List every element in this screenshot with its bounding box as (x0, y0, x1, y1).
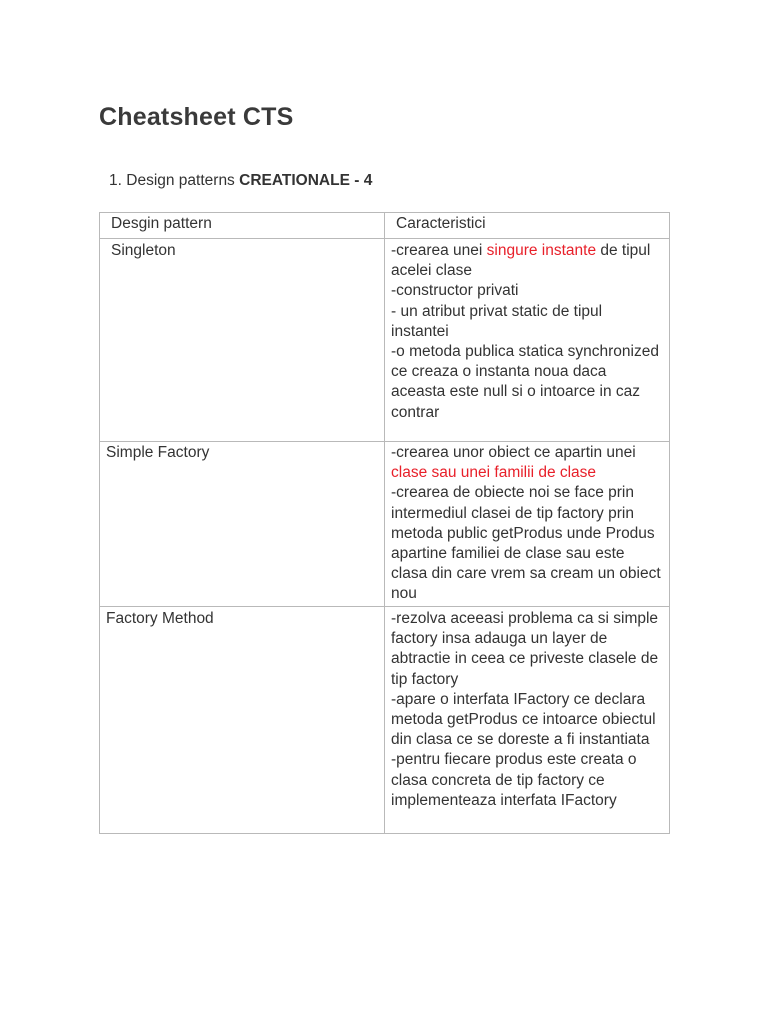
section-label: Design patterns (126, 172, 235, 189)
table-header-row (100, 213, 670, 239)
header-characteristics: Caracteristici (396, 215, 486, 232)
table-header-cell (100, 213, 385, 239)
desc-line (391, 443, 663, 483)
desc-line: -rezolva aceeasi problema ca si simple factory insa adauga un layer de abtractie in ceea ce priveste clasele de tip factory (391, 610, 659, 688)
pattern-name-factory-method: Factory Method (106, 610, 214, 627)
table-row (100, 442, 670, 607)
desc-text: de tipul acelei clase (391, 242, 651, 280)
section-heading (109, 171, 372, 191)
pattern-desc-cell (385, 442, 670, 607)
section-number: 1. (109, 172, 122, 189)
page-title: Cheatsheet CTS (99, 103, 294, 131)
pattern-name-cell (100, 239, 385, 442)
desc-line: -pentru fiecare produs este creata o clasa concreta de tip factory ce implementeaza interfata IFactory (391, 751, 637, 809)
pattern-name-simple-factory: Simple Factory (106, 444, 210, 461)
desc-text: -crearea unor obiect ce apartin unei (391, 444, 636, 461)
section-label-bold: CREATIONALE - 4 (239, 172, 373, 189)
header-pattern: Desgin pattern (111, 215, 212, 232)
table-header-cell (385, 213, 670, 239)
desc-text: -crearea unei (391, 242, 487, 259)
desc-line: -crearea de obiecte noi se face prin intermediul clasei de tip factory prin metoda public getProdus unde Produs apartine familiei de clase sau este clasa din care vrem sa cream un obiect nou (391, 484, 661, 603)
desc-line: -apare o interfata IFactory ce declara metoda getProdus ce intoarce obiectul din clasa ce se doreste a fi instantiata (391, 690, 656, 749)
table-row (100, 239, 670, 442)
pattern-desc-cell (385, 607, 670, 834)
pattern-name-cell (100, 442, 385, 607)
pattern-name-singleton: Singleton (111, 242, 176, 259)
pattern-desc-cell (385, 239, 670, 442)
pattern-name-cell (100, 607, 385, 834)
design-patterns-table (99, 212, 670, 834)
desc-line: -constructor privati (391, 282, 519, 300)
highlighted-text: clase sau unei familii de clase (391, 464, 597, 482)
desc-line (391, 241, 663, 281)
desc-line: - un atribut privat static de tipul instantei (391, 302, 603, 340)
desc-line: -o metoda publica statica synchronized ce creaza o instanta noua daca aceasta este null si o intoarce in caz contrar (391, 343, 659, 421)
highlighted-text: singure instante (486, 242, 597, 259)
table-row (100, 607, 670, 834)
